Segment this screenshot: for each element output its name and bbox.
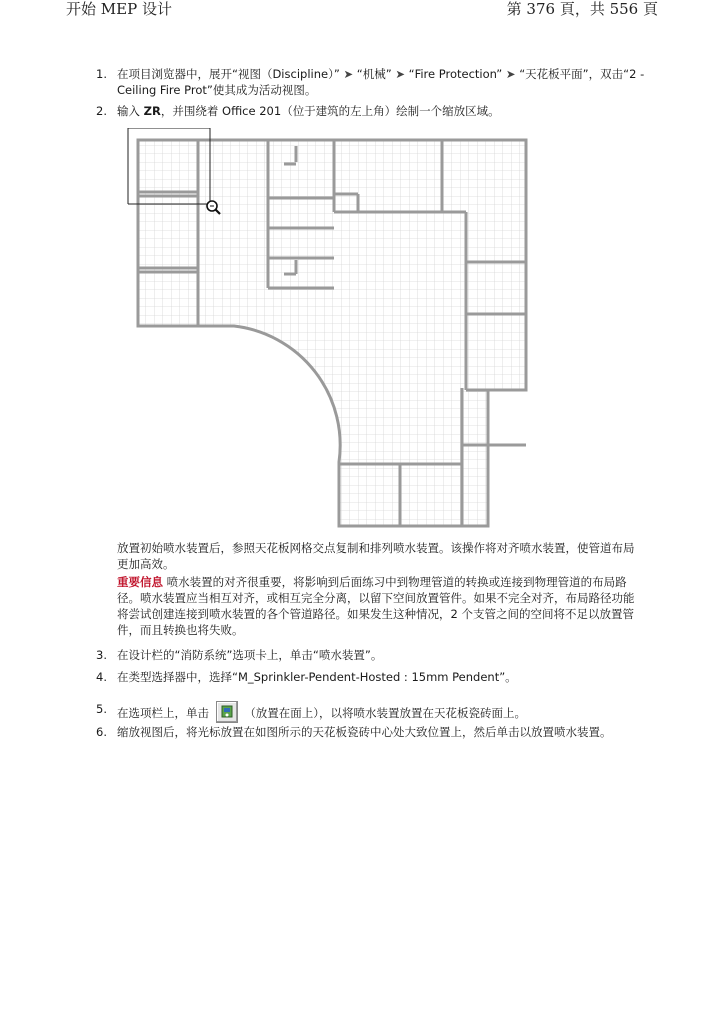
step-text: 缩放视图后，将光标放置在如图所示的天花板瓷砖中心处大致位置上，然后单击以放置喷水装置。 xyxy=(117,725,612,739)
step-text: 在项目浏览器中，展开“视图（Discipline）” xyxy=(117,67,340,81)
important-label: 重要信息 xyxy=(117,575,163,589)
arrow-icon: ➤ xyxy=(505,67,516,81)
step-text: “Fire Protection” xyxy=(408,67,503,81)
step-6 xyxy=(96,724,656,740)
step-number: 6. xyxy=(96,725,107,739)
arrow-icon: ➤ xyxy=(343,67,354,81)
step-1 xyxy=(96,66,656,98)
place-on-face-icon xyxy=(216,701,238,723)
step-text: 在选项栏上，单击 xyxy=(117,706,209,720)
step-text: ，并围绕着 Office 201（位于建筑的左上角）绘制一个缩放区域。 xyxy=(160,104,500,118)
important-note xyxy=(117,574,641,638)
important-text: 喷水装置的对齐很重要，将影响到后面练习中到物理管道的转换或连接到物理管道的布局路径。喷水装置应当相互对齐，或相互完全分离，以留下空间放置管件。如果不完全对齐，布局路径功能将尝试创建连接到喷水装置的各个管道路径。如果发生这种情况，2 个支管之间的空间将不足以放置管件，而且转换也将失败。 xyxy=(117,575,635,637)
step-text: “天花板平面”，双击“2 - Ceiling Fire Prot”使其成为活动视图。 xyxy=(117,67,645,97)
arrow-icon: ➤ xyxy=(395,67,405,81)
step-2 xyxy=(96,103,656,119)
step-5 xyxy=(96,701,656,723)
step-text: （放置在面上），以将喷水装置放置在天花板瓷砖面上。 xyxy=(244,706,527,720)
step-3 xyxy=(96,647,656,663)
step-text: 在设计栏的“消防系统”选项卡上，单击“喷水装置”。 xyxy=(117,648,383,662)
step-number: 1. xyxy=(96,67,107,81)
step-text: 输入 xyxy=(117,104,140,118)
shortcut-key: ZR xyxy=(143,104,161,118)
step-text: “机械” xyxy=(356,67,392,81)
step-number: 3. xyxy=(96,648,107,662)
step-number: 5. xyxy=(96,702,107,716)
step-4 xyxy=(96,669,656,685)
floor-plan-drawing xyxy=(120,128,532,530)
step-number: 2. xyxy=(96,104,107,118)
step-number: 4. xyxy=(96,670,107,684)
step-text: 在类型选择器中，选择“M_Sprinkler-Pendent-Hosted : 15mm Pendent”。 xyxy=(117,670,517,684)
note-paragraph: 放置初始喷水装置后，参照天花板网格交点复制和排列喷水装置。该操作将对齐喷水装置，使管道布局更加高效。 xyxy=(117,541,635,571)
header-title: 开始 MEP 设计 xyxy=(66,0,172,18)
page-indicator: 第 376 頁，共 556 頁 xyxy=(506,0,658,18)
